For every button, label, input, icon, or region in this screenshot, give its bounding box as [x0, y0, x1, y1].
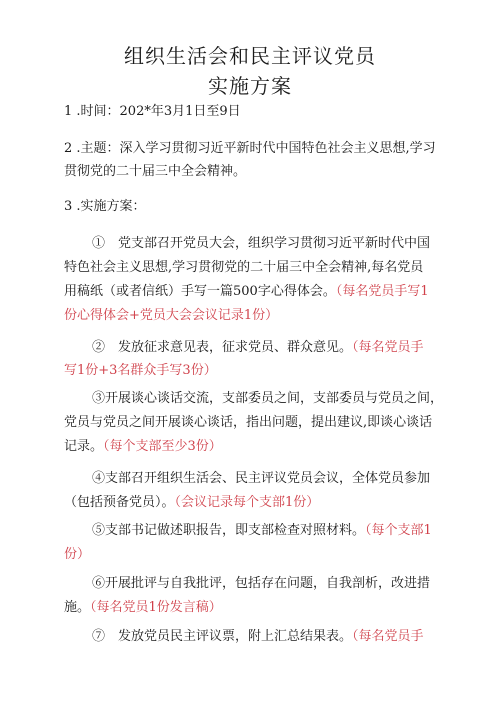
item-theme-line2: 贯彻党的二十届三中全会精神。	[64, 164, 247, 179]
item-time: 1 .时间：202*年3月1日至9日	[64, 104, 241, 119]
step5-line1	[92, 523, 467, 539]
step2-text: ② 发放征求意见表，征求党员、群众意见。	[92, 340, 353, 355]
step1-text: 用稿纸（或者信纸）手写一篇500字心得体会。	[64, 284, 336, 299]
step3-line2: 党员与党员之间开展谈心谈话，指出问题，提出建议,即谈心谈话	[64, 415, 433, 430]
step3-line1: ③开展谈心谈话交流，支部委员之间，支部委员与党员之间，	[92, 391, 444, 406]
step6-text: 施。	[64, 600, 91, 615]
document-subtitle: 实施方案	[208, 74, 292, 98]
item-plan-heading: 3 .实施方案：	[64, 199, 146, 214]
step4-line2	[64, 495, 439, 511]
step2-note-cont: 写1份+3名群众手写3份）	[64, 363, 217, 378]
step4-line1: ④支部召开组织生活会、民主评议党员会议，全体党员参加	[92, 471, 431, 486]
step3-text: 记录。	[64, 439, 104, 454]
step2-note: （每名党员手	[352, 340, 424, 355]
step1-line1: ① 党支部召开党员大会，组织学习贯彻习近平新时代中国	[92, 236, 431, 251]
step1-line3	[64, 284, 439, 300]
step3-note: （每个支部至少3份）	[103, 439, 222, 454]
step5-note: （每个支部1	[365, 523, 432, 538]
step4-text: （包括预备党员）。	[64, 495, 175, 510]
step7-note: （每名党员手	[352, 629, 424, 644]
step7-text: ⑦ 发放党员民主评议票，附上汇总结果表。	[92, 629, 353, 644]
step1-note-cont: 份心得体会+党员大会会议记录1份）	[64, 308, 279, 323]
step6-note: （每名党员1份发言稿）	[90, 600, 222, 615]
document-title: 组织生活会和民主评议党员	[124, 44, 376, 68]
step1-line2: 特色社会主义思想,学习贯彻党的二十届三中全会精神,每名党员	[64, 260, 424, 275]
step7-line1	[92, 629, 467, 645]
step5-text: ⑤支部书记做述职报告，即支部检查对照材料。	[92, 523, 366, 538]
step5-note-cont: 份）	[64, 547, 91, 562]
step1-note: （每名党员手写1	[335, 284, 429, 299]
step6-line2	[64, 600, 439, 616]
step3-line3	[64, 439, 439, 455]
item-theme-line1: 2 .主题：深入学习贯彻习近平新时代中国特色社会主义思想,学习	[64, 141, 436, 156]
step2-line1	[92, 340, 467, 356]
step6-line1: ⑥开展批评与自我批评，包括存在问题，自我剖析，改进措	[92, 576, 431, 591]
step4-note: （会议记录每个支部1份）	[174, 495, 320, 510]
